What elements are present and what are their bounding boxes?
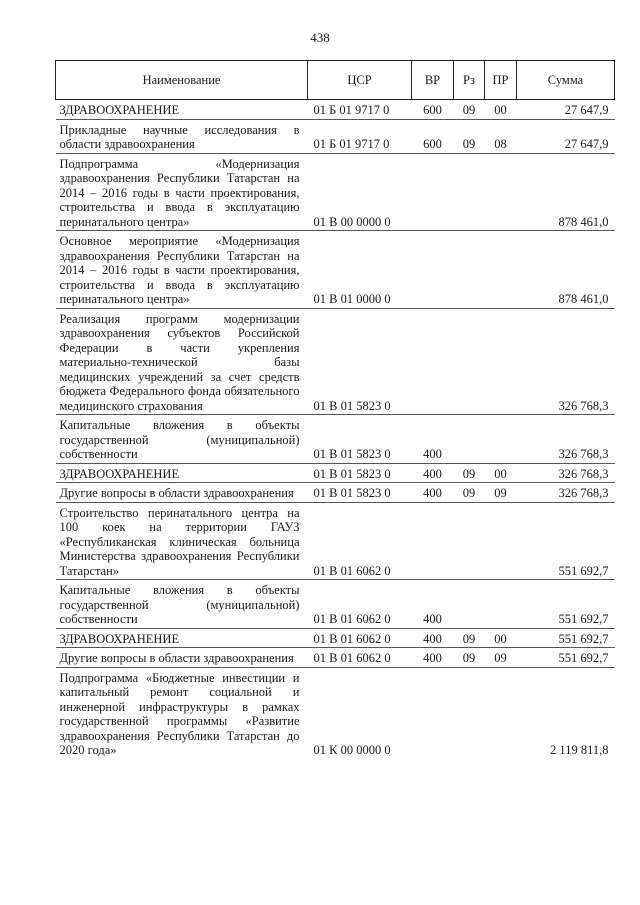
cell-vr (412, 502, 454, 580)
cell-pr (485, 667, 517, 759)
table-row (56, 502, 615, 580)
cell-csr: 01 В 01 6062 0 (308, 648, 412, 668)
cell-sum: 551 692,7 (517, 502, 615, 580)
cell-sum: 551 692,7 (517, 628, 615, 648)
header-vr: ВР (412, 61, 454, 100)
table-row (56, 667, 615, 759)
cell-sum: 551 692,7 (517, 648, 615, 668)
table-row (56, 153, 615, 231)
cell-pr: 09 (485, 483, 517, 503)
cell-name: Строительство перинатального центра на 100 коек на территории ГАУЗ «Республиканская клиническая больница Министерства здравоохранения Республики Татарстан» (56, 502, 308, 580)
cell-vr (412, 153, 454, 231)
cell-name: ЗДРАВООХРАНЕНИЕ (59, 103, 180, 117)
cell-sum: 326 768,3 (517, 415, 615, 464)
cell-sum: 326 768,3 (517, 308, 615, 415)
cell-rz (454, 308, 485, 415)
cell-vr: 600 (412, 119, 454, 153)
cell-csr: 01 В 01 5823 0 (308, 308, 412, 415)
cell-pr (485, 308, 517, 415)
cell-vr: 400 (412, 580, 454, 629)
cell-csr: 01 В 01 6062 0 (308, 628, 412, 648)
cell-csr: 01 В 01 5823 0 (308, 415, 412, 464)
cell-csr: 01 В 01 5823 0 (308, 483, 412, 503)
cell-sum: 878 461,0 (517, 153, 615, 231)
cell-rz: 09 (462, 103, 476, 117)
cell-rz (454, 231, 485, 309)
cell-rz: 09 (454, 648, 485, 668)
cell-name: Капитальные вложения в объекты государственной (муниципальной) собственности (56, 580, 308, 629)
cell-name: Другие вопросы в области здравоохранения (56, 483, 308, 503)
cell-name: Другие вопросы в области здравоохранения (56, 648, 308, 668)
cell-pr: 00 (485, 628, 517, 648)
cell-name: Основное мероприятие «Модернизация здравоохранения Республики Татарстан на 2014 – 2016 годы в части проектирования, строительства и ввода в эксплуатацию перинатального центра» (56, 231, 308, 309)
cell-sum: 27 647,9 (564, 103, 609, 117)
cell-pr: 00 (494, 103, 507, 117)
cell-rz (454, 502, 485, 580)
cell-name: ЗДРАВООХРАНЕНИЕ (56, 628, 308, 648)
cell-name: Подпрограмма «Модернизация здравоохранения Республики Татарстан на 2014 – 2016 годы в части проектирования, строительства и ввода в эксплуатацию перинатального центра» (56, 153, 308, 231)
cell-sum: 326 768,3 (517, 483, 615, 503)
cell-vr: 400 (412, 628, 454, 648)
cell-rz (454, 153, 485, 231)
cell-pr (485, 153, 517, 231)
cell-vr: 400 (412, 463, 454, 483)
cell-vr (412, 231, 454, 309)
header-sum: Сумма (517, 61, 615, 100)
table-row (56, 580, 615, 629)
cell-csr: 01 В 01 0000 0 (308, 231, 412, 309)
cell-csr: 01 К 00 0000 0 (308, 667, 412, 759)
cell-csr: 01 В 01 6062 0 (308, 580, 412, 629)
cell-csr: 01 В 01 6062 0 (308, 502, 412, 580)
table-row (56, 483, 615, 503)
cell-csr: 01 Б 01 9717 0 (308, 119, 412, 153)
cell-vr: 600 (423, 103, 442, 117)
budget-table (55, 60, 615, 759)
cell-name: Капитальные вложения в объекты государственной (муниципальной) собственности (56, 415, 308, 464)
cell-rz: 09 (454, 119, 485, 153)
cell-vr: 400 (412, 415, 454, 464)
cell-name: ЗДРАВООХРАНЕНИЕ (56, 463, 308, 483)
cell-sum: 27 647,9 (517, 119, 615, 153)
cell-pr: 00 (485, 463, 517, 483)
cell-rz: 09 (454, 483, 485, 503)
cell-name: Прикладные научные исследования в области здравоохранения (56, 119, 308, 153)
cell-csr: 01 В 00 0000 0 (308, 153, 412, 231)
cell-sum: 878 461,0 (517, 231, 615, 309)
cell-sum: 2 119 811,8 (517, 667, 615, 759)
table-header (56, 61, 615, 100)
header-csr: ЦСР (308, 61, 412, 100)
table-row (56, 463, 615, 483)
header-pr: ПР (485, 61, 517, 100)
cell-name: Реализация программ модернизации здравоохранения субъектов Российской Федерации в части укрепления материально-технической базы медицинских учреждений за счет средств бюджета Федерального фонда обязательного медицинского страхования (56, 308, 308, 415)
cell-pr (485, 415, 517, 464)
table-row (56, 100, 615, 120)
table-row (56, 415, 615, 464)
cell-csr: 01 В 01 5823 0 (308, 463, 412, 483)
cell-vr (412, 667, 454, 759)
cell-rz: 09 (454, 628, 485, 648)
cell-vr: 400 (412, 483, 454, 503)
table-row (56, 648, 615, 668)
cell-pr (485, 580, 517, 629)
table-row (56, 119, 615, 153)
table-body (56, 100, 615, 759)
cell-rz (454, 667, 485, 759)
header-rz: Рз (454, 61, 485, 100)
cell-pr (485, 231, 517, 309)
cell-name: Подпрограмма «Бюджетные инвестиции и капитальный ремонт социальной и инженерной инфраструктуры в рамках государственной программы «Развитие здравоохранения Республики Татарстан до 2020 года» (56, 667, 308, 759)
page-number: 438 (310, 30, 330, 45)
cell-sum: 551 692,7 (517, 580, 615, 629)
cell-rz: 09 (454, 463, 485, 483)
cell-pr: 09 (485, 648, 517, 668)
cell-vr (412, 308, 454, 415)
table-row (56, 308, 615, 415)
table-row (56, 628, 615, 648)
cell-rz (454, 415, 485, 464)
cell-sum: 326 768,3 (517, 463, 615, 483)
cell-pr: 08 (485, 119, 517, 153)
cell-rz (454, 580, 485, 629)
table-row (56, 231, 615, 309)
cell-csr: 01 Б 01 9717 0 (313, 103, 390, 117)
header-name: Наименование (56, 61, 308, 100)
cell-vr: 400 (412, 648, 454, 668)
cell-pr (485, 502, 517, 580)
